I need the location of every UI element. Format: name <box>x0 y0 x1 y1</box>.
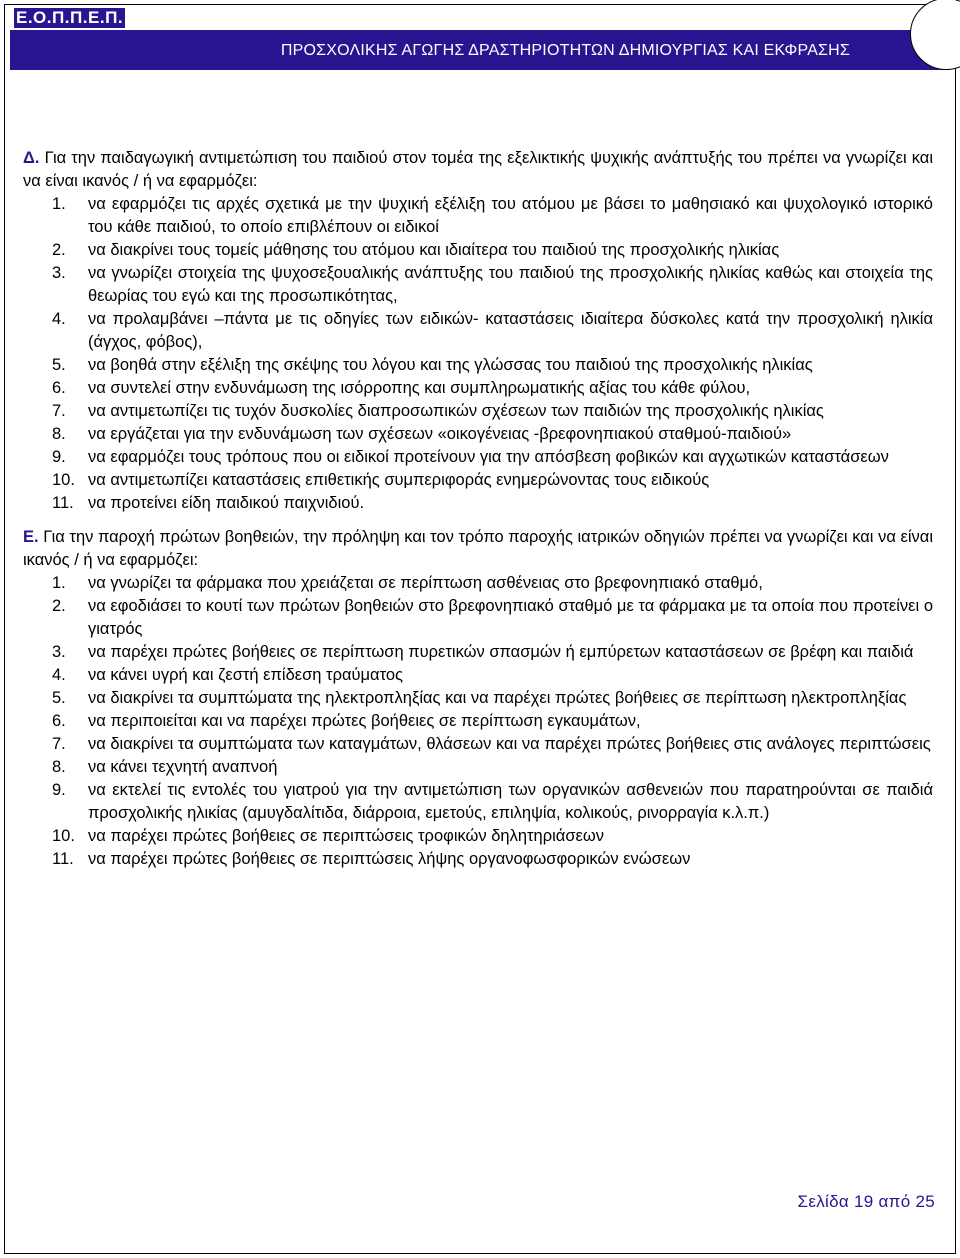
list-item-number: 10. <box>52 827 75 845</box>
section-d-marker: Δ. <box>23 149 40 167</box>
list-item-text: να κάνει τεχνητή αναπνοή <box>88 758 278 776</box>
list-item <box>23 733 933 756</box>
list-item <box>23 572 933 595</box>
list-item <box>23 469 933 492</box>
list-item-text: να γνωρίζει στοιχεία της ψυχοσεξουαλικής ανάπτυξης του παιδιού της προσχολικής ηλικίας καθώς και στοιχεία της θεωρίας του εγώ και της προσωπικότητας, <box>88 264 933 305</box>
list-item-text: να παρέχει πρώτες βοήθειες σε περιπτώσεις τροφικών δηλητηριάσεων <box>88 827 604 845</box>
list-item-text: να βοηθά στην εξέλιξη της σκέψης του λόγου και της γλώσσας του παιδιού της προσχολικής ηλικίας <box>88 356 813 374</box>
section-d-intro-text: Για την παιδαγωγική αντιμετώπιση του παιδιού στον τομέα της εξελικτικής ψυχικής ανάπτυξής του πρέπει να γνωρίζει και να είναι ικανός / ή να εφαρμόζει: <box>23 149 933 190</box>
list-item-text: να διακρίνει τα συμπτώματα της ηλεκτροπληξίας και να παρέχει πρώτες βοήθειες σε περίπτωση ηλεκτροπληξίας <box>88 689 907 707</box>
list-item-text: να προλαμβάνει –πάντα με τις οδηγίες των ειδικών- καταστάσεις ιδιαίτερα δύσκολες κατά την προσχολική ηλικία (άγχος, φόβος), <box>88 310 933 351</box>
list-item-text: να εκτελεί τις εντολές του γιατρού για την αντιμετώπιση των οργανικών ασθενειών που παρατηρούνται σε παιδιά προσχολικής ηλικίας (αμυγδαλίτιδα, διάρροια, εμετούς, επιληψία, κολικούς, ρινορραγία κ.λ.π.) <box>88 781 933 822</box>
list-item <box>23 423 933 446</box>
header-title: ΠΡΟΣΧΟΛΙΚΗΣ ΑΓΩΓΗΣ ΔΡΑΣΤΗΡΙΟΤΗΤΩΝ ΔΗΜΙΟΥΡΓΙΑΣ ΚΑΙ ΕΚΦΡΑΣΗΣ <box>280 42 850 59</box>
list-item <box>23 848 933 871</box>
list-item-number: 9. <box>52 781 66 799</box>
list-item-text: να εργάζεται για την ενδυνάμωση των σχέσεων «οικογένειας -βρεφονηπιακού σταθμού-παιδιού» <box>88 425 792 443</box>
list-item-number: 5. <box>52 356 66 374</box>
list-item-number: 5. <box>52 689 66 707</box>
list-item-text: να προτείνει είδη παιδικού παιχνιδιού. <box>88 494 365 512</box>
list-item-text: να κάνει υγρή και ζεστή επίδεση τραύματος <box>88 666 403 684</box>
list-item-number: 10. <box>52 471 75 489</box>
list-item <box>23 687 933 710</box>
list-item-number: 3. <box>52 643 66 661</box>
list-item-number: 4. <box>52 310 66 328</box>
list-item <box>23 262 933 308</box>
list-item <box>23 446 933 469</box>
list-item-number: 7. <box>52 402 66 420</box>
list-item <box>23 664 933 687</box>
list-item-text: να παρέχει πρώτες βοήθειες σε περιπτώσεις λήψης οργανοφωσφορικών ενώσεων <box>88 850 691 868</box>
list-item-text: να συντελεί στην ενδυνάμωση της ισόρροπης και συμπληρωματικής αξίας του κάθε φύλου, <box>88 379 751 397</box>
list-item-number: 7. <box>52 735 66 753</box>
list-item-number: 3. <box>52 264 66 282</box>
list-item <box>23 193 933 239</box>
list-item-number: 2. <box>52 597 66 615</box>
section-e-marker: Ε. <box>23 528 39 546</box>
section-e-intro-text: Για την παροχή πρώτων βοηθειών, την πρόληψη και τον τρόπο παροχής ιατρικών οδηγιών πρέπει να γνωρίζει και να είναι ικανός / ή να εφαρμόζει: <box>23 528 933 569</box>
section-d-intro <box>23 147 933 193</box>
list-item <box>23 825 933 848</box>
list-item-number: 6. <box>52 712 66 730</box>
page-number: Σελίδα 19 από 25 <box>797 1192 935 1211</box>
list-item-text: να παρέχει πρώτες βοήθειες σε περίπτωση πυρετικών σπασμών ή εμπύρετων καταστάσεων σε βρέφη και παιδιά <box>88 643 914 661</box>
list-item <box>23 641 933 664</box>
list-item-text: να διακρίνει τα συμπτώματα των καταγμάτων, θλάσεων και να παρέχει πρώτες βοήθειες στις ανάλογες περιπτώσεις <box>88 735 931 753</box>
list-item-number: 4. <box>52 666 66 684</box>
list-item <box>23 400 933 423</box>
list-item-number: 8. <box>52 425 66 443</box>
list-item <box>23 710 933 733</box>
section-e-intro <box>23 526 933 572</box>
list-item-number: 11. <box>52 494 74 512</box>
list-item-number: 8. <box>52 758 66 776</box>
list-item-number: 6. <box>52 379 66 397</box>
corner-decoration <box>910 0 960 70</box>
list-item <box>23 492 933 515</box>
list-item-text: να εφοδιάσει το κουτί των πρώτων βοηθειών στο βρεφονηπιακό σταθμό με τα φάρμακα με τα οποία που προτείνει ο γιατρός <box>88 597 933 638</box>
document-body <box>23 147 933 871</box>
list-item-text: να εφαρμόζει τους τρόπους που οι ειδικοί προτείνουν για την απόσβεση φοβικών και αγχωτικών καταστάσεων <box>88 448 889 466</box>
list-item <box>23 595 933 641</box>
list-item-number: 9. <box>52 448 66 466</box>
list-item-number: 1. <box>52 574 66 592</box>
list-item-number: 11. <box>52 850 74 868</box>
list-item-text: να διακρίνει τους τομείς μάθησης του ατόμου και ιδιαίτερα του παιδιού της προσχολικής ηλικίας <box>88 241 780 259</box>
list-item <box>23 377 933 400</box>
list-item <box>23 239 933 262</box>
list-item-text: να εφαρμόζει τις αρχές σχετικά με την ψυχική εξέλιξη του ατόμου με βάσει το μαθησιακό και ψυχολογικό ιστορικό του κάθε παιδιού, το οποίο επιβλέπουν οι ειδικοί <box>88 195 933 236</box>
list-item-text: να αντιμετωπίζει καταστάσεις επιθετικής συμπεριφοράς ενημερώνοντας τους ειδικούς <box>88 471 710 489</box>
list-item <box>23 354 933 377</box>
list-item-number: 1. <box>52 195 66 213</box>
section-d-list <box>23 193 933 515</box>
list-item <box>23 308 933 354</box>
list-item-text: να περιποιείται και να παρέχει πρώτες βοήθειες σε περίπτωση εγκαυμάτων, <box>88 712 641 730</box>
list-item-number: 2. <box>52 241 66 259</box>
list-item <box>23 779 933 825</box>
list-item-text: να αντιμετωπίζει τις τυχόν δυσκολίες διαπροσωπικών σχέσεων των παιδιών της προσχολικής ηλικίας <box>88 402 824 420</box>
section-e-list <box>23 572 933 871</box>
organization-label: Ε.Ο.Π.Π.Ε.Π. <box>16 8 124 27</box>
list-item <box>23 756 933 779</box>
list-item-text: να γνωρίζει τα φάρμακα που χρειάζεται σε περίπτωση ασθένειας στο βρεφονηπιακό σταθμό, <box>88 574 763 592</box>
